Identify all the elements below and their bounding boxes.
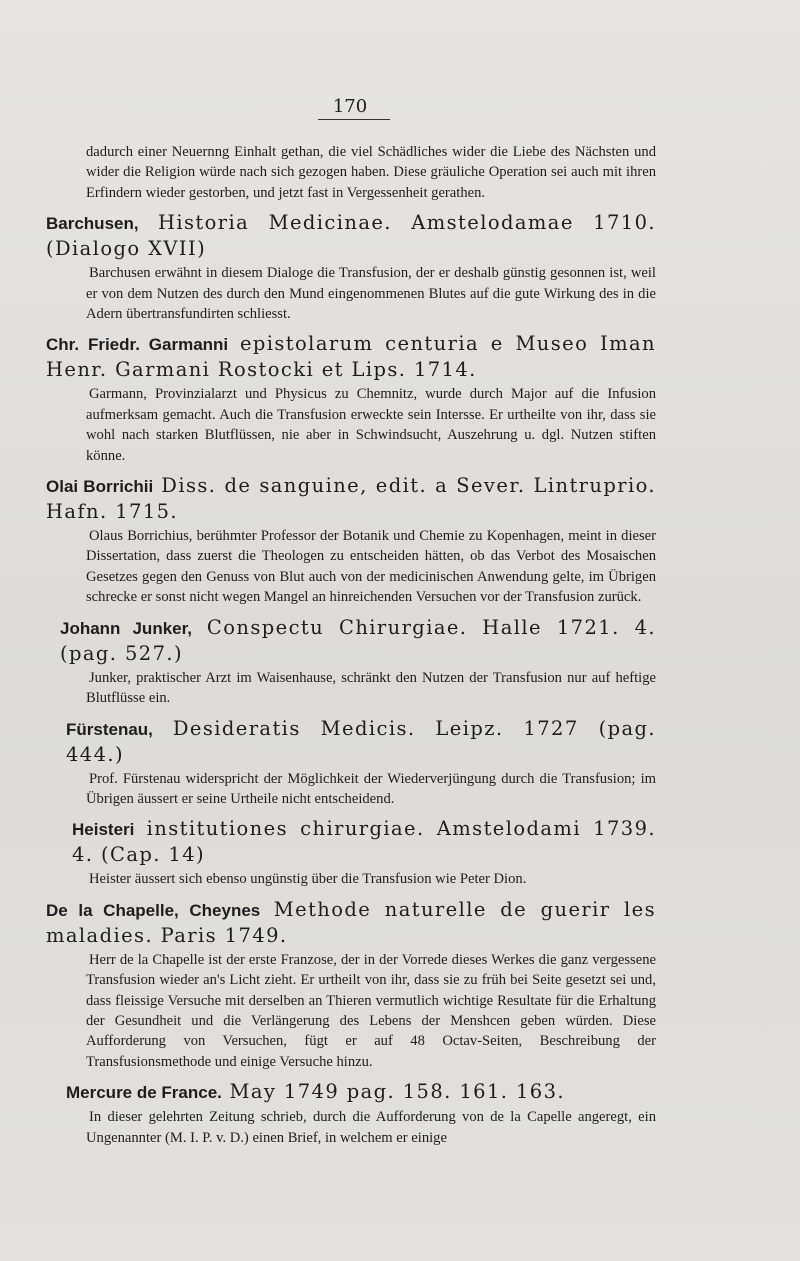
entry-title: Historia Medicinae. Amstelodamae 1710. (Dialogo XVII) xyxy=(46,211,656,261)
entry-author: Johann Junker, xyxy=(60,618,193,638)
entry-heading xyxy=(66,1079,656,1105)
entry-mercure-de-france xyxy=(66,1079,656,1148)
intro-paragraph: dadurch einer Neuernng Einhalt gethan, die viel Schädliches wider die Liebe des Nächsten und wider die Religion würde nach sich gezogen haben. Diese gräuliche Operation sei auch mit ihren Erfindern wieder gestorben, und jetzt fast in Vergessenheit gerathen. xyxy=(86,144,656,201)
entry-author: Heisteri xyxy=(72,820,135,840)
entry-author: Fürstenau, xyxy=(66,719,153,739)
entry-author: Barchusen, xyxy=(46,214,139,234)
entry-heading xyxy=(66,716,656,767)
entry-body: Heister äussert sich ebenso ungünstig über die Transfusion wie Peter Dion. xyxy=(89,871,527,888)
entry-heading xyxy=(46,473,656,524)
entry-heading xyxy=(72,816,656,867)
entry-heading xyxy=(60,615,656,666)
entry-body: In dieser gelehrten Zeitung schrieb, durch die Aufforderung von de la Capelle angeregt, ein Ungenannter (M. I. P. v. D.) einen Brief, in welchem er einige xyxy=(86,1109,656,1146)
entry-borrichii xyxy=(46,473,656,608)
page-content xyxy=(46,142,656,1148)
entry-title: institutiones chirurgiae. Amstelodami 1739. 4. (Cap. 14) xyxy=(72,817,656,867)
entry-body: Prof. Fürstenau widerspricht der Möglichkeit der Wiederverjüngung durch die Transfusion; im Übrigen äussert er seine Urtheile nicht entscheidend. xyxy=(86,770,656,807)
entry-title: Desideratis Medicis. Leipz. 1727 (pag. 444.) xyxy=(66,716,656,766)
entry-author: Mercure de France. xyxy=(66,1083,222,1103)
page-number-rule xyxy=(318,119,390,120)
entry-fuerstenau xyxy=(66,716,656,810)
entry-author: Chr. Friedr. Garmanni xyxy=(46,335,229,355)
entry-body: Junker, praktischer Arzt im Waisenhause, schränkt den Nutzen der Transfusion nur auf heftige Blutflüsse ein. xyxy=(86,669,656,707)
entry-title: Methode naturelle de guerir les maladies. Paris 1749. xyxy=(46,897,656,947)
entry-heading xyxy=(46,331,656,382)
entry-author: Olai Borrichii xyxy=(46,477,154,497)
entry-barchusen xyxy=(46,210,656,324)
entry-body: Herr de la Chapelle ist der erste Franzose, der in der Vorrede dieses Werkes die ganz vergessene Transfusion wieder an's Licht zieht. Er urtheilt von ihr, dass sie zu früh bei Seite gesetzt sei und, dass fleissige Versuche mit derselben an Thieren vermutlich wichtige Resultate für die Erhaltung der Gesundheit und die Verlängerung des Lebens der Menshcen geben würden. Diese Aufforderung von Versuchen, fügt er auf 48 Octav-Seiten, Beschreibung der Transfusionsmethode und einige Versuche hinzu. xyxy=(86,951,656,1070)
entry-garmanni xyxy=(46,331,656,466)
entry-heading xyxy=(46,210,656,261)
entry-heisteri xyxy=(72,816,656,889)
entry-author: De la Chapelle, Cheynes xyxy=(46,900,261,920)
entry-body: Barchusen erwähnt in diesem Dialoge die Transfusion, der er deshalb günstig gesonnen ist, weil er von dem Nutzen des durch den Mund eingenommenen Blutes auf die gute Wirkung des in die Adern übertransfundirten schliesst. xyxy=(86,265,656,323)
entry-heading xyxy=(46,897,656,948)
entry-title: epistolarum centuria e Museo Iman Henr. Garmani Rostocki et Lips. 1714. xyxy=(46,332,656,382)
entry-junker xyxy=(60,615,656,709)
entry-body: Garmann, Provinzialarzt und Physicus zu Chemnitz, wurde durch Major auf die Infusion aufmerksam gemacht. Auch die Transfusion erweckte sein Intersse. Er urtheilte von ihr, dass sie wohl nach starken Blutflüssen, nie aber in Schwindsucht, Auszehrung u. dgl. Nutzen stiften könne. xyxy=(86,386,656,464)
entry-title: May 1749 pag. 158. 161. 163. xyxy=(229,1080,565,1104)
entry-body: Olaus Borrichius, berühmter Professor der Botanik und Chemie zu Kopenhagen, meint in dieser Dissertation, dass zuerst die Theologen zu entscheiden hätten, ob das Verbot des Mosaischen Gesetzes gegen den Genuss von Blut auch von der medicinischen Anwendung gelte, im Übrigen schrecke er sonst nicht wegen Mangel an hinreichenden Versuchen vor der Transfusion zurück. xyxy=(86,528,656,606)
page-number: 170 xyxy=(332,96,368,117)
entry-title: Conspectu Chirurgiae. Halle 1721. 4. (pag. 527.) xyxy=(60,615,656,665)
entry-de-la-chapelle xyxy=(46,897,656,1072)
entry-title: Diss. de sanguine, edit. a Sever. Lintruprio. Hafn. 1715. xyxy=(46,474,656,524)
